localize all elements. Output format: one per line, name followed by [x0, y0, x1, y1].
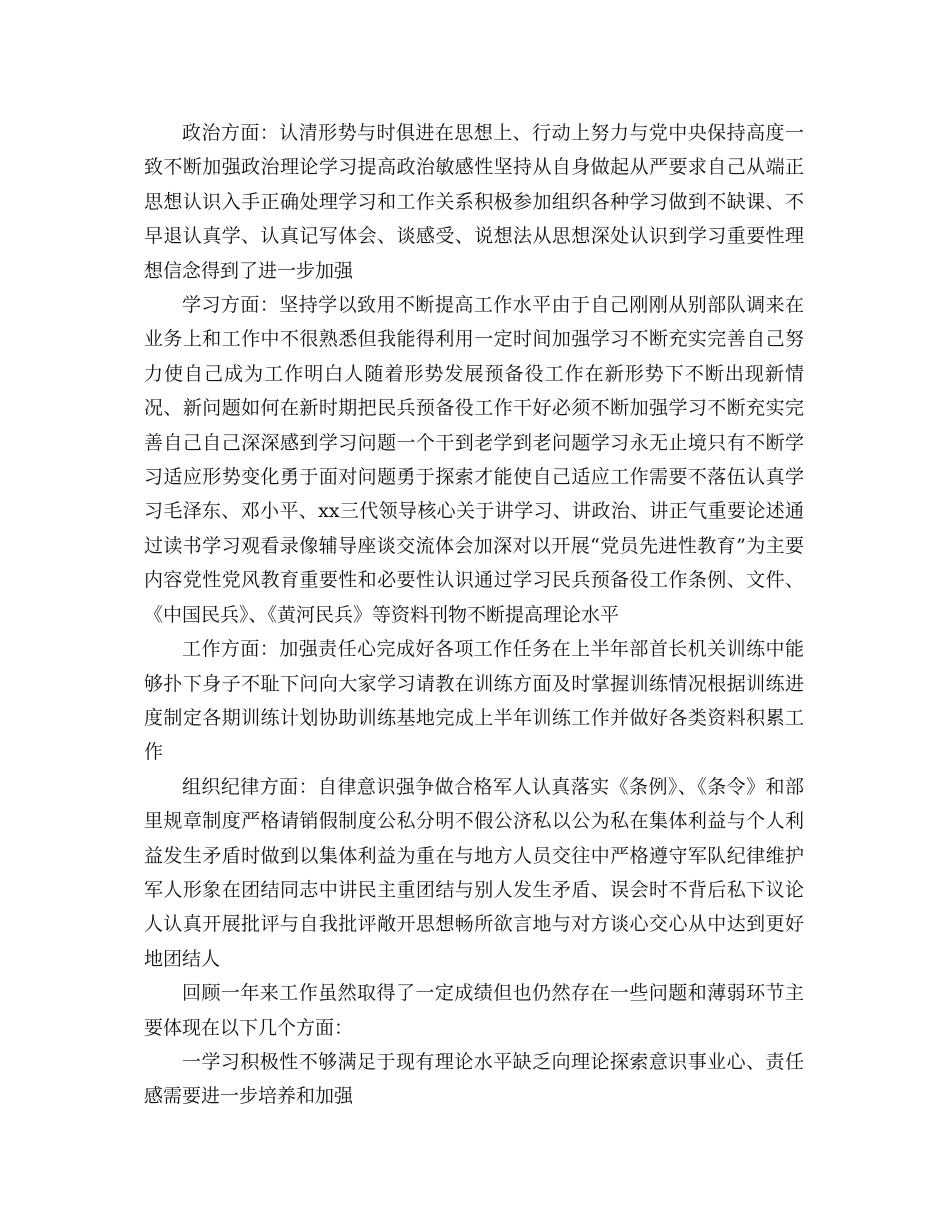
document-body	[144, 116, 804, 1114]
paragraph-work: 工作方面：加强责任心完成好各项工作任务在上半年部首长机关训练中能够扑下身子不耻下问向大家学习请教在训练方面及时掌握训练情况根据训练进度制定各期训练计划协助训练基地完成上半年训练工作并做好各类资料积累工作	[144, 638, 804, 764]
paragraph-discipline: 组织纪律方面：自律意识强争做合格军人认真落实《条例》、《条令》和部里规章制度严格请销假制度公私分明不假公济私以公为私在集体利益与个人利益发生矛盾时做到以集体利益为重在与地方人员交往中严格遵守军队纪律维护军人形象在团结同志中讲民主重团结与别人发生矛盾、误会时不背后私下议论人认真开展批评与自我批评敞开思想畅所欲言地与对方谈心交心从中达到更好地团结人	[144, 775, 804, 970]
paragraph-review: 回顾一年来工作虽然取得了一定成绩但也仍然存在一些问题和薄弱环节主要体现在以下几个方面：	[144, 982, 804, 1039]
paragraph-politics: 政治方面：认清形势与时俱进在思想上、行动上努力与党中央保持高度一致不断加强政治理论学习提高政治敏感性坚持从自身做起从严要求自己从端正思想认识入手正确处理学习和工作关系积极参加组织各种学习做到不缺课、不早退认真学、认真记写体会、谈感受、说想法从思想深处认识到学习重要性理想信念得到了进一步加强	[144, 122, 804, 282]
paragraph-shortcoming-one: 一学习积极性不够满足于现有理论水平缺乏向理论探索意识事业心、责任感需要进一步培养和加强	[144, 1050, 804, 1108]
paragraph-study: 学习方面：坚持学以致用不断提高工作水平由于自己刚刚从别部队调来在业务上和工作中不很熟悉但我能得利用一定时间加强学习不断充实完善自己努力使自己成为工作明白人随着形势发展预备役工作在新形势下不断出现新情况、新问题如何在新时期把民兵预备役工作干好必须不断加强学习不断充实完善自己自己深深感到学习问题一个干到老学到老问题学习永无止境只有不断学习适应形势变化勇于面对问题勇于探索才能使自己适应工作需要不落伍认真学习毛泽东、邓小平、xx三代领导核心关于讲学习、讲政治、讲正气重要论述通过读书学习观看录像辅导座谈交流体会加深对以开展“党员先进性教育”为主要内容党性党风教育重要性和必要性认识通过学习民兵预备役工作条例、文件、《中国民兵》、《黄河民兵》等资料刊物不断提高理论水平	[144, 294, 804, 626]
